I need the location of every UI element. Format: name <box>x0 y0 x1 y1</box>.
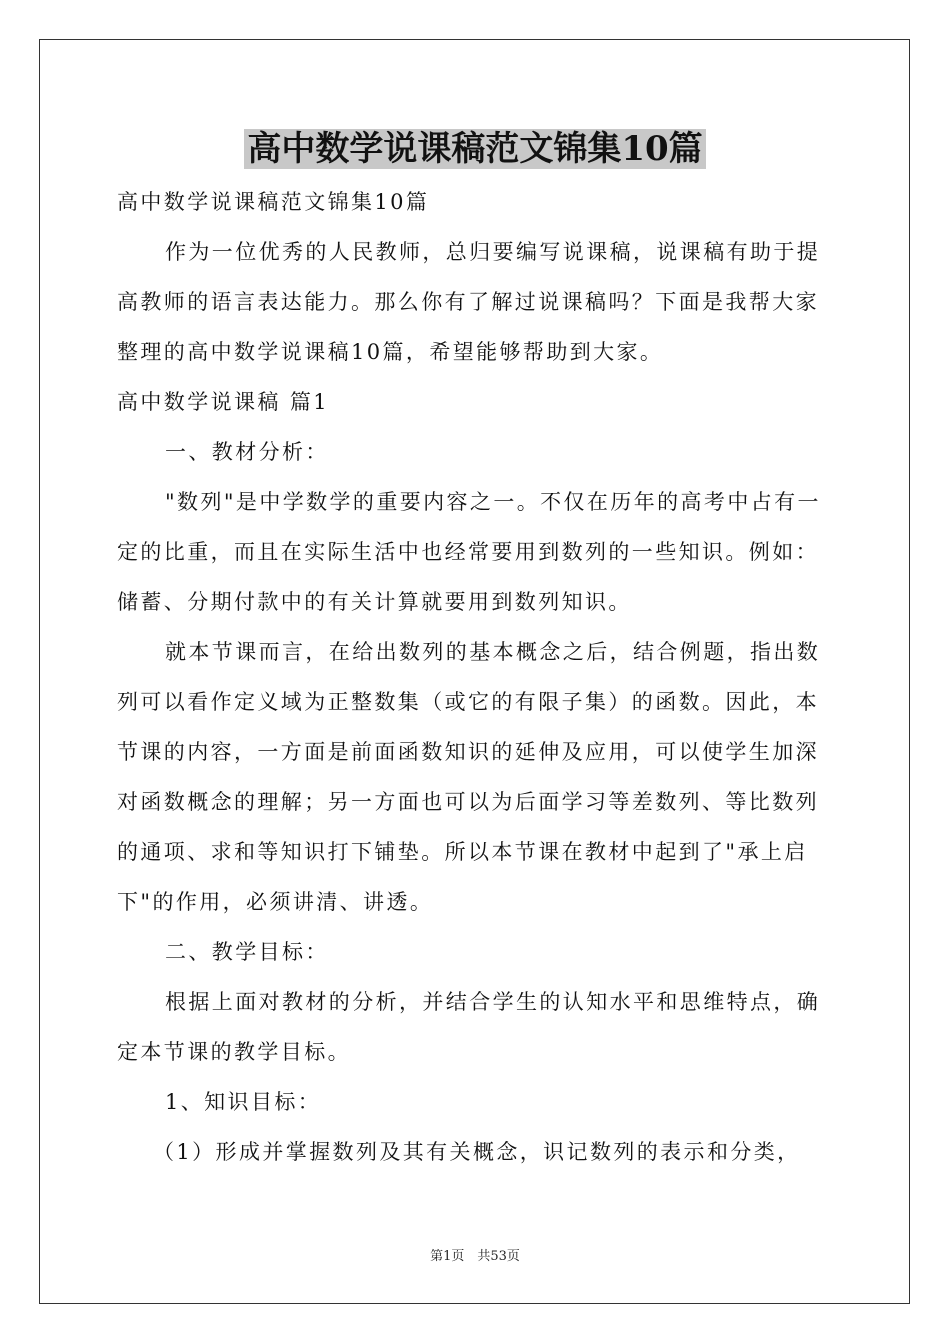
subtitle-line: 高中数学说课稿范文锦集10篇 <box>117 190 430 214</box>
section-heading: 高中数学说课稿 篇1 <box>117 390 330 414</box>
paragraph-line: 对函数概念的理解；另一方面也可以为后面学习等差数列、等比数列 <box>117 790 819 814</box>
paragraph-line: 节课的内容，一方面是前面函数知识的延伸及应用，可以使学生加深 <box>117 740 819 764</box>
paragraph-line: 就本节课而言，在给出数列的基本概念之后，结合例题，指出数 <box>165 640 821 664</box>
paragraph-line: 高教师的语言表达能力。那么你有了解过说课稿吗？下面是我帮大家 <box>117 290 819 314</box>
document-body <box>117 177 837 1177</box>
subsection-heading: 1、知识目标： <box>165 1090 322 1114</box>
paragraph-line: 储蓄、分期付款中的有关计算就要用到数列知识。 <box>117 590 632 614</box>
paragraph-line: 定的比重，而且在实际生活中也经常要用到数列的一些知识。例如： <box>117 540 819 564</box>
subsection-heading: 二、教学目标： <box>165 940 329 964</box>
paragraph-line: 下"的作用，必须讲清、讲透。 <box>117 890 434 914</box>
document-title <box>0 124 950 174</box>
subsection-heading: 一、教材分析： <box>165 440 329 464</box>
paragraph-line: 定本节课的教学目标。 <box>117 1040 351 1064</box>
paragraph-line: （1）形成并掌握数列及其有关概念，识记数列的表示和分类， <box>153 1140 801 1164</box>
paragraph-line: 根据上面对教材的分析，并结合学生的认知水平和思维特点，确 <box>165 990 821 1014</box>
document-title-text: 高中数学说课稿范文锦集10篇 <box>244 129 705 169</box>
paragraph-line: "数列"是中学数学的重要内容之一。不仅在历年的高考中占有一 <box>165 490 821 514</box>
paragraph-line: 列可以看作定义域为正整数集（或它的有限子集）的函数。因此，本 <box>117 690 819 714</box>
paragraph-line: 的通项、求和等知识打下铺垫。所以本节课在教材中起到了"承上启 <box>117 840 808 864</box>
paragraph-line: 作为一位优秀的人民教师，总归要编写说课稿，说课稿有助于提 <box>165 240 821 264</box>
page-footer: 第1页 共53页 <box>430 1249 520 1264</box>
paragraph-line: 整理的高中数学说课稿10篇，希望能够帮助到大家。 <box>117 340 664 364</box>
